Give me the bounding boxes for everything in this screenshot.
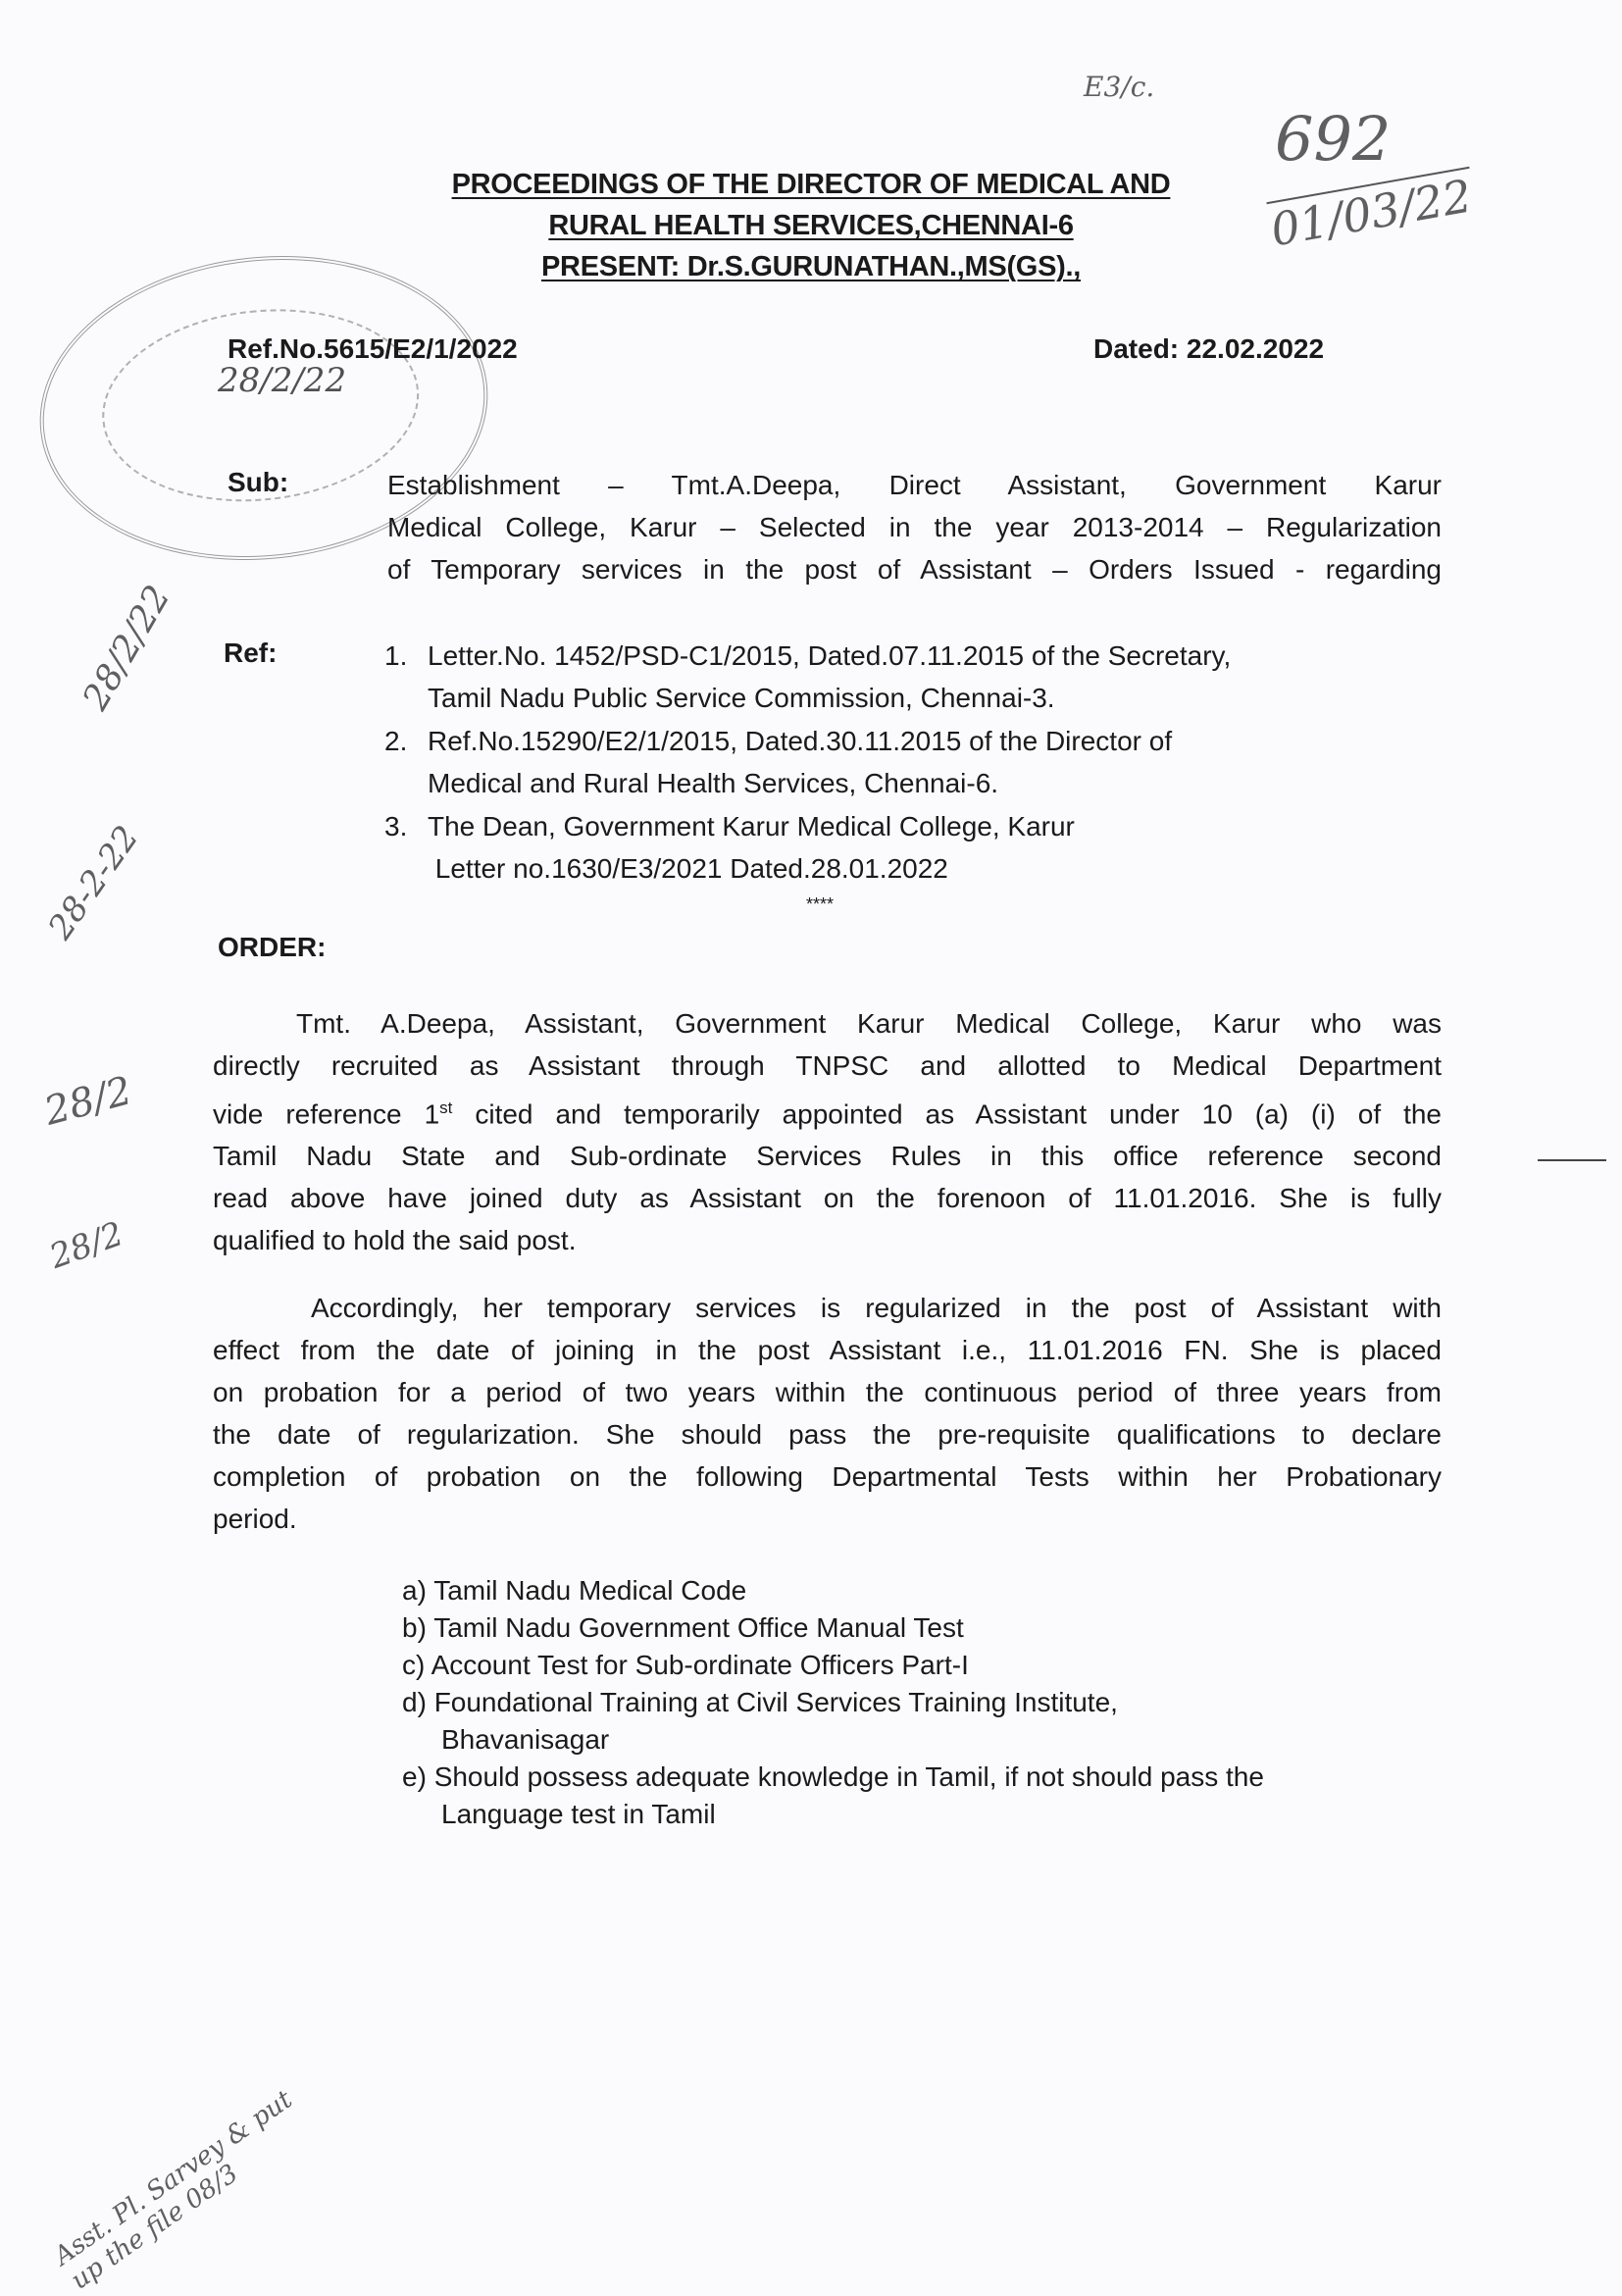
subject-line-3: of Temporary services in the post of Assistant – Orders Issued - regarding [387,554,1442,585]
title-line-3: PRESENT: Dr.S.GURUNATHAN.,MS(GS)., [541,251,1081,282]
reference-item-1: 1. Letter.No. 1452/PSD-C1/2015, Dated.07.11.2015 of the Secretary, Tamil Nadu Public Service Commission, Chennai-3. [384,640,1232,713]
section-separator: **** [806,894,835,914]
reference-item-3: 3. The Dean, Government Karur Medical College, Karur Letter no.1630/E3/2021 Dated.28.01.2022 [384,811,1075,884]
stamp-date: 28/2/22 [218,361,347,400]
test-item-b: b) Tamil Nadu Government Office Manual Test [402,1612,964,1643]
order-heading: ORDER: [218,932,327,962]
references-label: Ref: [224,638,278,668]
margin-signature-3: 28/2 [39,1068,137,1135]
handwritten-inward-number: 692 [1275,103,1392,175]
test-item-c: c) Account Test for Sub-ordinate Officers Part-I [402,1650,969,1680]
handwritten-bottom-note: Asst. Pl. Sarvey & put up the file 08/3 [48,2084,298,2296]
title-line-1: PROCEEDINGS OF THE DIRECTOR OF MEDICAL AND [451,169,1171,200]
margin-signature-2: 28-2-22 [40,818,147,947]
subject-label: Sub: [228,467,289,497]
reference-item-2: 2. Ref.No.15290/E2/1/2015, Dated.30.11.2015 of the Director of Medical and Rural Health Services, Chennai-6. [384,726,1173,798]
test-item-d: d) Foundational Training at Civil Services Training Institute, Bhavanisagar [402,1687,1118,1755]
margin-dash-mark [1538,1159,1606,1161]
title-line-2: RURAL HEALTH SERVICES,CHENNAI-6 [548,210,1074,241]
dated: Dated: 22.02.2022 [1093,333,1325,364]
subject-line-2: Medical College, Karur – Selected in the year 2013-2014 – Regularization [387,512,1442,542]
margin-signature-1: 28/2/22 [75,579,178,717]
order-paragraph-1: Tmt. A.Deepa, Assistant, Government Karur Medical College, Karur who was directly recruited as Assistant through TNPSC and allotted to Medical Department vide reference 1st cited and temporarily appointed as Assistant under 10 (a) (i) of the Tamil Nadu State and Sub-ordinate Services Rules in this office reference second read above have joined duty as Assistant on the forenoon of 11.01.2016. She is fully qualified to hold the said post. [213,1008,1442,1256]
handwritten-inward-date: 01/03/22 [1266,169,1476,257]
test-item-e: e) Should possess adequate knowledge in Tamil, if not should pass the Language test in Tamil [402,1761,1264,1829]
handwritten-initials: E3/c. [1084,71,1155,103]
subject-line-1: Establishment – Tmt.A.Deepa, Direct Assistant, Government Karur [387,470,1442,500]
subject-text [387,464,1442,590]
test-item-a: a) Tamil Nadu Medical Code [402,1575,747,1606]
margin-signature-4: 28/2 [44,1214,128,1277]
ref-number: Ref.No.5615/E2/1/2022 [228,333,518,364]
order-paragraph-2: Accordingly, her temporary services is regularized in the post of Assistant with effect from the date of joining in the post Assistant i.e., 11.01.2016 FN. She is placed on probation for a period of two years within the continuous period of three years from the date of regularization. She should pass the pre-requisite qualifications to declare completion of probation on the following Departmental Tests within her Probationary period. [213,1293,1442,1534]
